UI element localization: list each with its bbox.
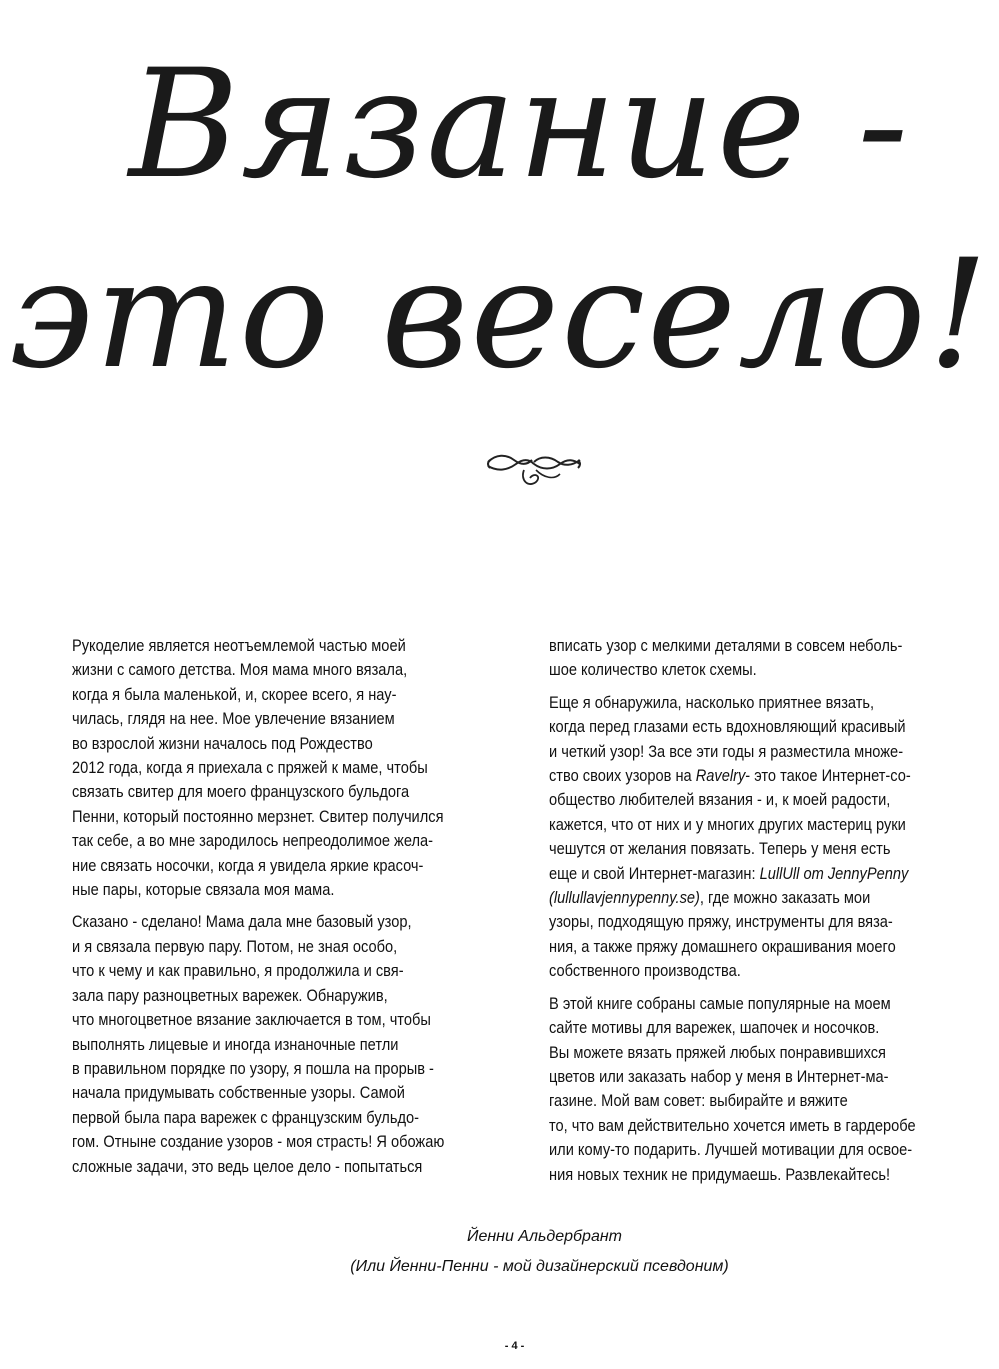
- page-title-line-2: это весело!: [8, 228, 991, 402]
- paragraph-first-pattern: Сказано - сделано! Мама дала мне базовый узор, и я связала первую пару. Потом, не зная особо, что к чему и как правильно, я продолжила и свя- зала пару разноцветных варежек. Обнаружив, что многоцветное вязание заключается в том, чтобы выполнять лицевые и иногда изнаночные петли в правильном порядке по узору, я пошла на прорыв - начала придумывать собственные узоры. Самой первой была пара варежек с французским бульдо- гом. Отныне создание узоров - моя страсть! Я обожаю сложные задачи, это ведь целое дело - попытаться: [72, 912, 445, 1176]
- article-column-left: [72, 634, 472, 1187]
- shop-name: LullUll от JennyPenny (lullullavjennypenny.se): [549, 863, 909, 908]
- page-number: - 4 -: [504, 1340, 525, 1352]
- paragraph-childhood: Рукоделие является неотъемлемой частью моей жизни с самого детства. Моя мама много вязала, когда я была маленькой, и, скорее всего, я нау- чилась, глядя на нее. Мое увлечение вязанием во взрослой жизни началось под Рождество 2012 года, когда я приехала с пряжей к маме, чтобы связать свитер для моего французского бульдога Пенни, который постоянно мерзнет. Свитер получился так себе, а во мне зародилось непреодолимое жела- ние связать носочки, когда я увидела яркие красоч- ные пары, которые связала моя мама.: [72, 636, 444, 900]
- text-segment: , где можно заказать мои узоры, подходящую пряжу, инструменты для вяза- ния, а также пряжу домашнего окрашивания моего собственного производства.: [549, 888, 896, 981]
- author-signature: Йенни Альдербрант: [467, 1228, 622, 1245]
- paragraph-book-motifs: В этой книге собраны самые популярные на моем сайте мотивы для варежек, шапочек и носочков. Вы можете вязать пряжей любых понравившихся цветов или заказать набор у меня в Интернет-ма- газине. Мой вам совет: выбирайте и вяжите то, что вам действительно хочется иметь в гардеробе или кому-то подарить. Лучшей мотивации для освое- ния новых техник не придумаешь. Развлекайтесь!: [549, 993, 916, 1184]
- text-segment: Еще я обнаружила, насколько приятнее вязать, когда перед глазами есть вдохновляющий красивый и четкий узор! За все эти годы я разместила множе- ство своих узоров на: [549, 692, 906, 786]
- paragraph-continuation: вписать узор с мелкими деталями в совсем неболь- шое количество клеток схемы.: [549, 636, 903, 680]
- paragraph-ravelry-shop: [549, 691, 943, 984]
- text-segment: - это такое Интернет-со- общество любителей вязания - и, к моей радости, кажется, что от них и у многих других мастериц руки чешутся от желания повязать. Теперь у меня есть еще и свой Интернет-магазин:: [549, 766, 911, 883]
- article-column-right: [549, 634, 943, 1195]
- ravelry-name: Ravelry: [695, 766, 746, 786]
- author-pseudonym-note: (Или Йенни-Пенни - мой дизайнерский псевдоним): [350, 1258, 729, 1275]
- page-title-line-1: Вязание -: [128, 38, 911, 212]
- flourish-divider-icon: [484, 446, 584, 496]
